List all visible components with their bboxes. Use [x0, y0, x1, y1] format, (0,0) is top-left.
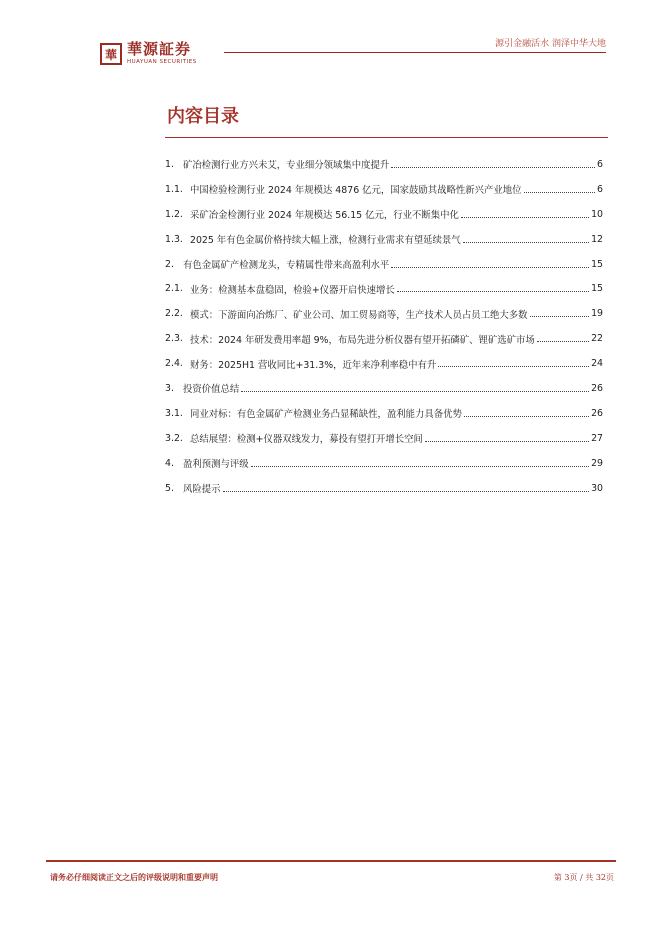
- toc-entry[interactable]: [165, 152, 603, 177]
- header-divider: [224, 52, 606, 53]
- toc-entry[interactable]: [165, 451, 603, 476]
- toc-entry-title: 同业对标：有色金属矿产检测业务凸显稀缺性，盈利能力具备优势: [190, 409, 462, 421]
- toc-entry-title: 技术：2024 年研发费用率超 9%，布局先进分析仪器有望开拓磷矿、锂矿选矿市场: [190, 334, 535, 346]
- page-number: 第 3页 / 共 32页: [553, 873, 614, 882]
- toc-entry[interactable]: [165, 177, 603, 202]
- title-divider: [165, 137, 608, 138]
- footer-divider: [46, 860, 616, 862]
- toc-entry-number: 3.2.: [165, 432, 183, 444]
- toc-entry-number: 3.: [165, 382, 174, 394]
- toc-entry-page: 6: [597, 158, 603, 170]
- toc-entry-page: 10: [591, 208, 603, 220]
- toc-entry-title: 盈利预测与评级: [183, 459, 249, 471]
- toc-entry-number: 1.1.: [165, 183, 183, 195]
- toc-entry-page: 27: [591, 432, 603, 444]
- toc-entry[interactable]: [165, 401, 603, 426]
- toc-entry-number: 2.3.: [165, 333, 183, 345]
- toc-entry-title: 矿冶检测行业方兴未艾，专业细分领域集中度提升: [183, 160, 390, 172]
- toc-entry[interactable]: [165, 351, 603, 376]
- toc-entry-page: 26: [591, 407, 603, 419]
- toc-entry[interactable]: [165, 227, 603, 252]
- toc-leader-dots: [397, 285, 589, 292]
- toc-entry-number: 3.1.: [165, 407, 183, 419]
- toc-entry-page: 15: [591, 258, 603, 270]
- toc-entry-title: 中国检验检测行业 2024 年规模达 4876 亿元，国家鼓励其战略性新兴产业地位: [190, 185, 522, 197]
- toc-entry-title: 总结展望：检测+仪器双线发力，募投有望打开增长空间: [190, 434, 423, 446]
- toc-leader-dots: [391, 261, 589, 268]
- toc-entry[interactable]: [165, 376, 603, 401]
- toc-entry-title: 投资价值总结: [183, 384, 240, 396]
- toc-entry[interactable]: [165, 326, 603, 351]
- company-logo: [100, 40, 197, 76]
- toc-leader-dots: [463, 236, 589, 243]
- toc-leader-dots: [464, 410, 589, 417]
- toc-leader-dots: [425, 435, 589, 442]
- toc-entry-number: 2.2.: [165, 308, 183, 320]
- toc-entry[interactable]: [165, 276, 603, 301]
- toc-entry-page: 24: [591, 358, 603, 370]
- toc-leader-dots: [241, 385, 589, 392]
- toc-entry-title: 有色金属矿产检测龙头，专精属性带来高盈利水平: [183, 260, 390, 271]
- toc-entry-title: 2025 年有色金属价格持续大幅上涨，检测行业需求有望延续景气: [190, 235, 461, 247]
- toc-entry-page: 26: [591, 382, 603, 394]
- toc-entry[interactable]: [165, 301, 603, 326]
- toc-leader-dots: [223, 485, 590, 492]
- toc-entry-title: 财务：2025H1 营收同比+31.3%，近年来净利率稳中有升: [190, 359, 437, 371]
- toc-entry-number: 1.: [165, 158, 174, 170]
- toc-leader-dots: [251, 460, 589, 467]
- toc-entry-number: 2.1.: [165, 283, 183, 295]
- footer-disclaimer: 请务必仔细阅读正文之后的评级说明和重要声明: [50, 873, 218, 882]
- toc-entry-page: 6: [597, 183, 603, 195]
- toc-entry-page: 12: [591, 233, 603, 245]
- logo-name-en: HUAYUAN SECURITIES: [127, 59, 197, 65]
- toc-entry[interactable]: [165, 202, 603, 227]
- logo-seal-icon: 華: [100, 43, 122, 65]
- toc-leader-dots: [524, 186, 596, 193]
- toc-leader-dots: [391, 161, 595, 168]
- toc-entry-title: 模式：下游面向冶炼厂、矿业公司、加工贸易商等，生产技术人员占员工绝大多数: [190, 309, 528, 321]
- toc-entry-number: 2.4.: [165, 358, 183, 370]
- toc-leader-dots: [530, 310, 590, 317]
- toc-entry-title: 采矿冶金检测行业 2024 年规模达 56.15 亿元，行业不断集中化: [190, 210, 459, 222]
- toc-entry-page: 29: [591, 457, 603, 469]
- toc-entry-number: 1.2.: [165, 208, 183, 220]
- toc-entry-page: 19: [591, 308, 603, 320]
- toc-entry-number: 1.3.: [165, 233, 183, 245]
- header-slogan: 源引金融活水 润泽中华大地: [495, 39, 606, 49]
- toc-entry[interactable]: [165, 252, 603, 277]
- toc-entry[interactable]: [165, 476, 603, 501]
- toc-entry-title: 业务：检测基本盘稳固，检验+仪器开启快速增长: [190, 284, 395, 296]
- toc-leader-dots: [537, 335, 589, 342]
- toc-entry-number: 5.: [165, 482, 174, 494]
- toc-list: [165, 152, 603, 500]
- toc-entry-title: 风险提示: [183, 484, 221, 496]
- toc-entry-page: 22: [591, 333, 603, 345]
- toc-leader-dots: [461, 211, 589, 218]
- toc-entry-page: 30: [591, 482, 603, 494]
- toc-entry[interactable]: [165, 426, 603, 451]
- toc-entry-page: 15: [591, 283, 603, 295]
- toc-leader-dots: [438, 360, 589, 367]
- toc-title: 内容目录: [167, 106, 239, 127]
- logo-name-cn: 華源証券: [127, 40, 192, 58]
- toc-entry-number: 4.: [165, 457, 174, 469]
- toc-entry-number: 2.: [165, 258, 174, 270]
